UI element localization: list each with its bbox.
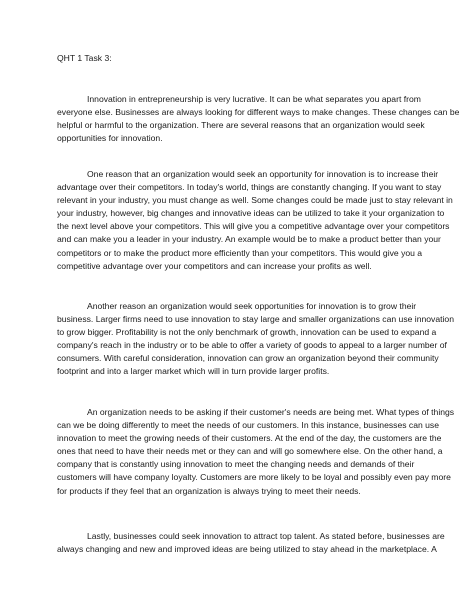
paragraph-competitors [57, 168, 453, 273]
text-line: always changing and new and improved ideas are being utilized to stay ahead in the marketplace. A [57, 544, 437, 555]
text-line: everyone else. Businesses are always looking for different ways to make changes. These changes can be [57, 107, 460, 118]
paragraph-intro [57, 93, 460, 145]
document-title: QHT 1 Task 3: [57, 53, 112, 63]
paragraph-growth [57, 300, 454, 379]
text-line: company's reach in the industry or to be able to offer a variety of goods to appeal to a larger number of [57, 340, 447, 351]
text-line: consumers. With careful consideration, innovation can grow an organization beyond their community [57, 353, 439, 364]
text-line: your industry, however, big changes and innovative ideas can be utilized to take it your organization to [57, 208, 445, 219]
text-line: business. Larger firms need to use innovation to stay large and smaller organizations can use innovation [57, 314, 454, 325]
text-line: Innovation in entrepreneurship is very lucrative. It can be what separates you apart from [87, 94, 421, 104]
text-line: helpful or harmful to the organization. There are several reasons that an organization would seek [57, 120, 425, 131]
text-line: competitors or to make the product more efficiently than your competitors. This would give you a [57, 247, 423, 258]
text-line: Another reason an organization would seek opportunities for innovation is to grow their [87, 301, 417, 311]
text-line: opportunities for innovation. [57, 133, 163, 144]
text-line: competitive advantage over your competitors and can increase your profits as well. [57, 260, 372, 271]
text-line: and can make you a leader in your industry. An example would be to make a product better than your [57, 234, 441, 245]
text-line: An organization needs to be asking if their customer's needs are being met. What types of things [87, 407, 455, 417]
text-line: company that is constantly using innovation to meet the changing needs and demands of their [57, 459, 415, 470]
text-line: advantage over their competitors. In today's world, things are constantly changing. If you want to stay [57, 182, 442, 193]
text-line: can we be doing differently to meet the needs of our customers. In this instance, businesses can use [57, 420, 440, 431]
text-line: Lastly, businesses could seek innovation to attract top talent. As stated before, businesses are [87, 531, 445, 541]
text-line: to grow bigger. Profitability is not the only benchmark of growth, innovation can be used to expand a [57, 327, 437, 338]
text-line: for products if they feel that an organization is always trying to meet their needs. [57, 485, 361, 496]
text-line: the next level above your competitors. This will give you a competitive advantage over your competitors [57, 221, 450, 232]
paragraph-customers [57, 406, 455, 498]
text-line: ones that need to have their needs met or they can and will go somewhere else. On the other hand, a [57, 446, 443, 457]
paragraph-talent [57, 530, 445, 556]
text-line: footprint and into a larger market which will in turn provide larger profits. [57, 366, 330, 377]
text-line: customers will have company loyalty. Customers are more likely to be loyal and possibly even pay more [57, 472, 451, 483]
text-line: One reason that an organization would seek an opportunity for innovation is to increase their [87, 169, 439, 179]
text-line: innovation to meet the growing needs of their customers. At the end of the day, the customers are the [57, 433, 442, 444]
text-line: relevant in your industry, you must change as well. Some changes could be made just to stay relevant in [57, 195, 453, 206]
